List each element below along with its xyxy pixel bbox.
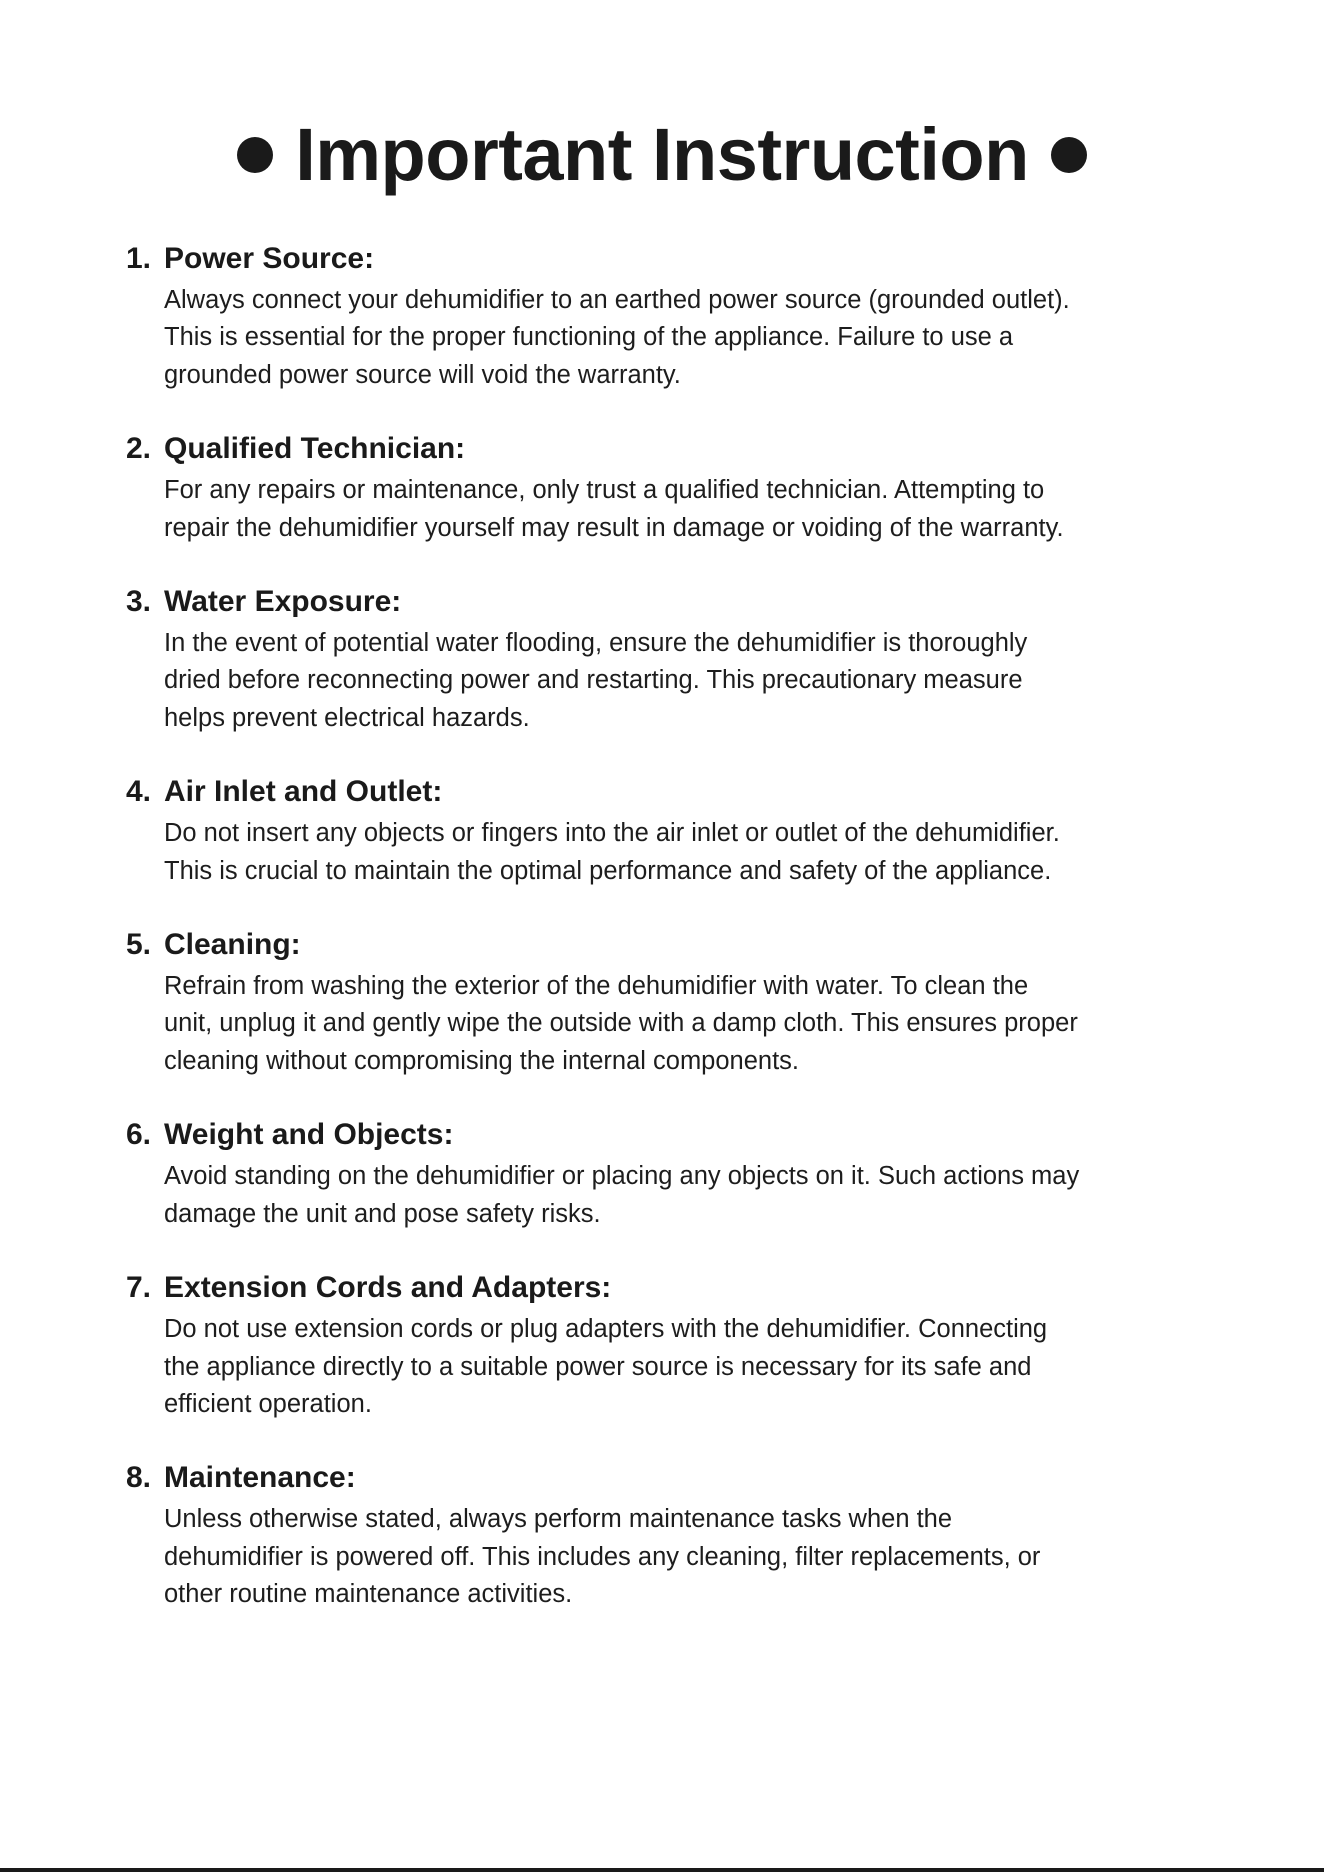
instruction-item-header [126,1455,1206,1501]
instruction-body [164,968,1214,1080]
instruction-body-line: dehumidifier is powered off. This includes any cleaning, filter replacements, or [164,1542,1041,1571]
instruction-body-line: Do not use extension cords or plug adapters with the dehumidifier. Connecting [164,1315,1048,1344]
instruction-body-line: This is crucial to maintain the optimal performance and safety of the appliance. [164,856,1052,885]
instruction-number: 3. [126,585,152,619]
instruction-item-header [126,1112,1206,1158]
instruction-body-line: Always connect your dehumidifier to an earthed power source (grounded outlet). [164,286,1070,314]
instruction-body [164,282,1214,394]
instruction-heading: Maintenance: [164,1461,356,1495]
instruction-body-line: dried before reconnecting power and restarting. This precautionary measure [164,666,1023,695]
instruction-body-line: repair the dehumidifier yourself may result in damage or voiding of the warranty. [164,513,1064,542]
instruction-body-line: In the event of potential water flooding, ensure the dehumidifier is thoroughly [164,629,1028,658]
instruction-item-header [126,1265,1206,1311]
instruction-heading: Weight and Objects: [164,1118,454,1152]
instruction-body-line: Do not insert any objects or fingers into the air inlet or outlet of the dehumidifier. [164,819,1060,848]
instruction-list [126,236,1206,1646]
instruction-body-line: grounded power source will void the warranty. [164,360,681,389]
title-bullet-right-icon [1051,137,1087,173]
instruction-heading: Air Inlet and Outlet: [164,775,443,809]
instruction-heading: Qualified Technician: [164,432,466,466]
instruction-body-line: unit, unplug it and gently wipe the outside with a damp cloth. This ensures proper [164,1009,1078,1038]
instruction-item-header [126,922,1206,968]
instruction-number: 6. [126,1118,152,1152]
instruction-body-line: cleaning without compromising the internal components. [164,1046,800,1075]
instruction-item-header [126,426,1206,472]
instruction-body-line: Avoid standing on the dehumidifier or placing any objects on it. Such actions may [164,1162,1080,1191]
instruction-item [126,1265,1206,1423]
instruction-number: 2. [126,432,152,466]
instruction-body-line: damage the unit and pose safety risks. [164,1199,601,1228]
instruction-item-header [126,236,1206,282]
instruction-item [126,236,1206,394]
instruction-item-header [126,579,1206,625]
instruction-heading: Cleaning: [164,928,301,962]
page-title: Important Instruction [295,113,1029,196]
instruction-item-header [126,769,1206,815]
instruction-body [164,1158,1214,1233]
instruction-body [164,625,1214,737]
instruction-body-line: This is essential for the proper functioning of the appliance. Failure to use a [164,323,1014,352]
instruction-body [164,472,1214,547]
instruction-heading: Water Exposure: [164,585,402,619]
instruction-body-line: For any repairs or maintenance, only trust a qualified technician. Attempting to [164,476,1045,505]
instruction-body-line: other routine maintenance activities. [164,1580,573,1609]
instruction-number: 8. [126,1461,152,1495]
instruction-item [126,579,1206,737]
instruction-body-line: efficient operation. [164,1389,372,1418]
instruction-number: 4. [126,775,152,809]
instruction-item [126,426,1206,547]
instruction-body [164,1501,1214,1613]
instruction-item [126,1455,1206,1613]
title-bullet-left-icon [237,137,273,173]
instruction-number: 1. [126,242,152,275]
instruction-body [164,815,1214,890]
instruction-body-line: the appliance directly to a suitable power source is necessary for its safe and [164,1352,1032,1381]
instruction-number: 5. [126,928,152,962]
instruction-body-line: Refrain from washing the exterior of the dehumidifier with water. To clean the [164,972,1029,1001]
instruction-heading: Power Source: [164,242,375,275]
instruction-body-line: Unless otherwise stated, always perform maintenance tasks when the [164,1505,953,1534]
instruction-item [126,1112,1206,1233]
instruction-item [126,769,1206,890]
instruction-item [126,922,1206,1080]
page-title-row [0,113,1324,196]
instruction-body [164,1311,1214,1423]
instruction-body-line: helps prevent electrical hazards. [164,703,530,732]
instruction-heading: Extension Cords and Adapters: [164,1271,612,1305]
bottom-divider [0,1868,1324,1872]
instruction-number: 7. [126,1271,152,1305]
